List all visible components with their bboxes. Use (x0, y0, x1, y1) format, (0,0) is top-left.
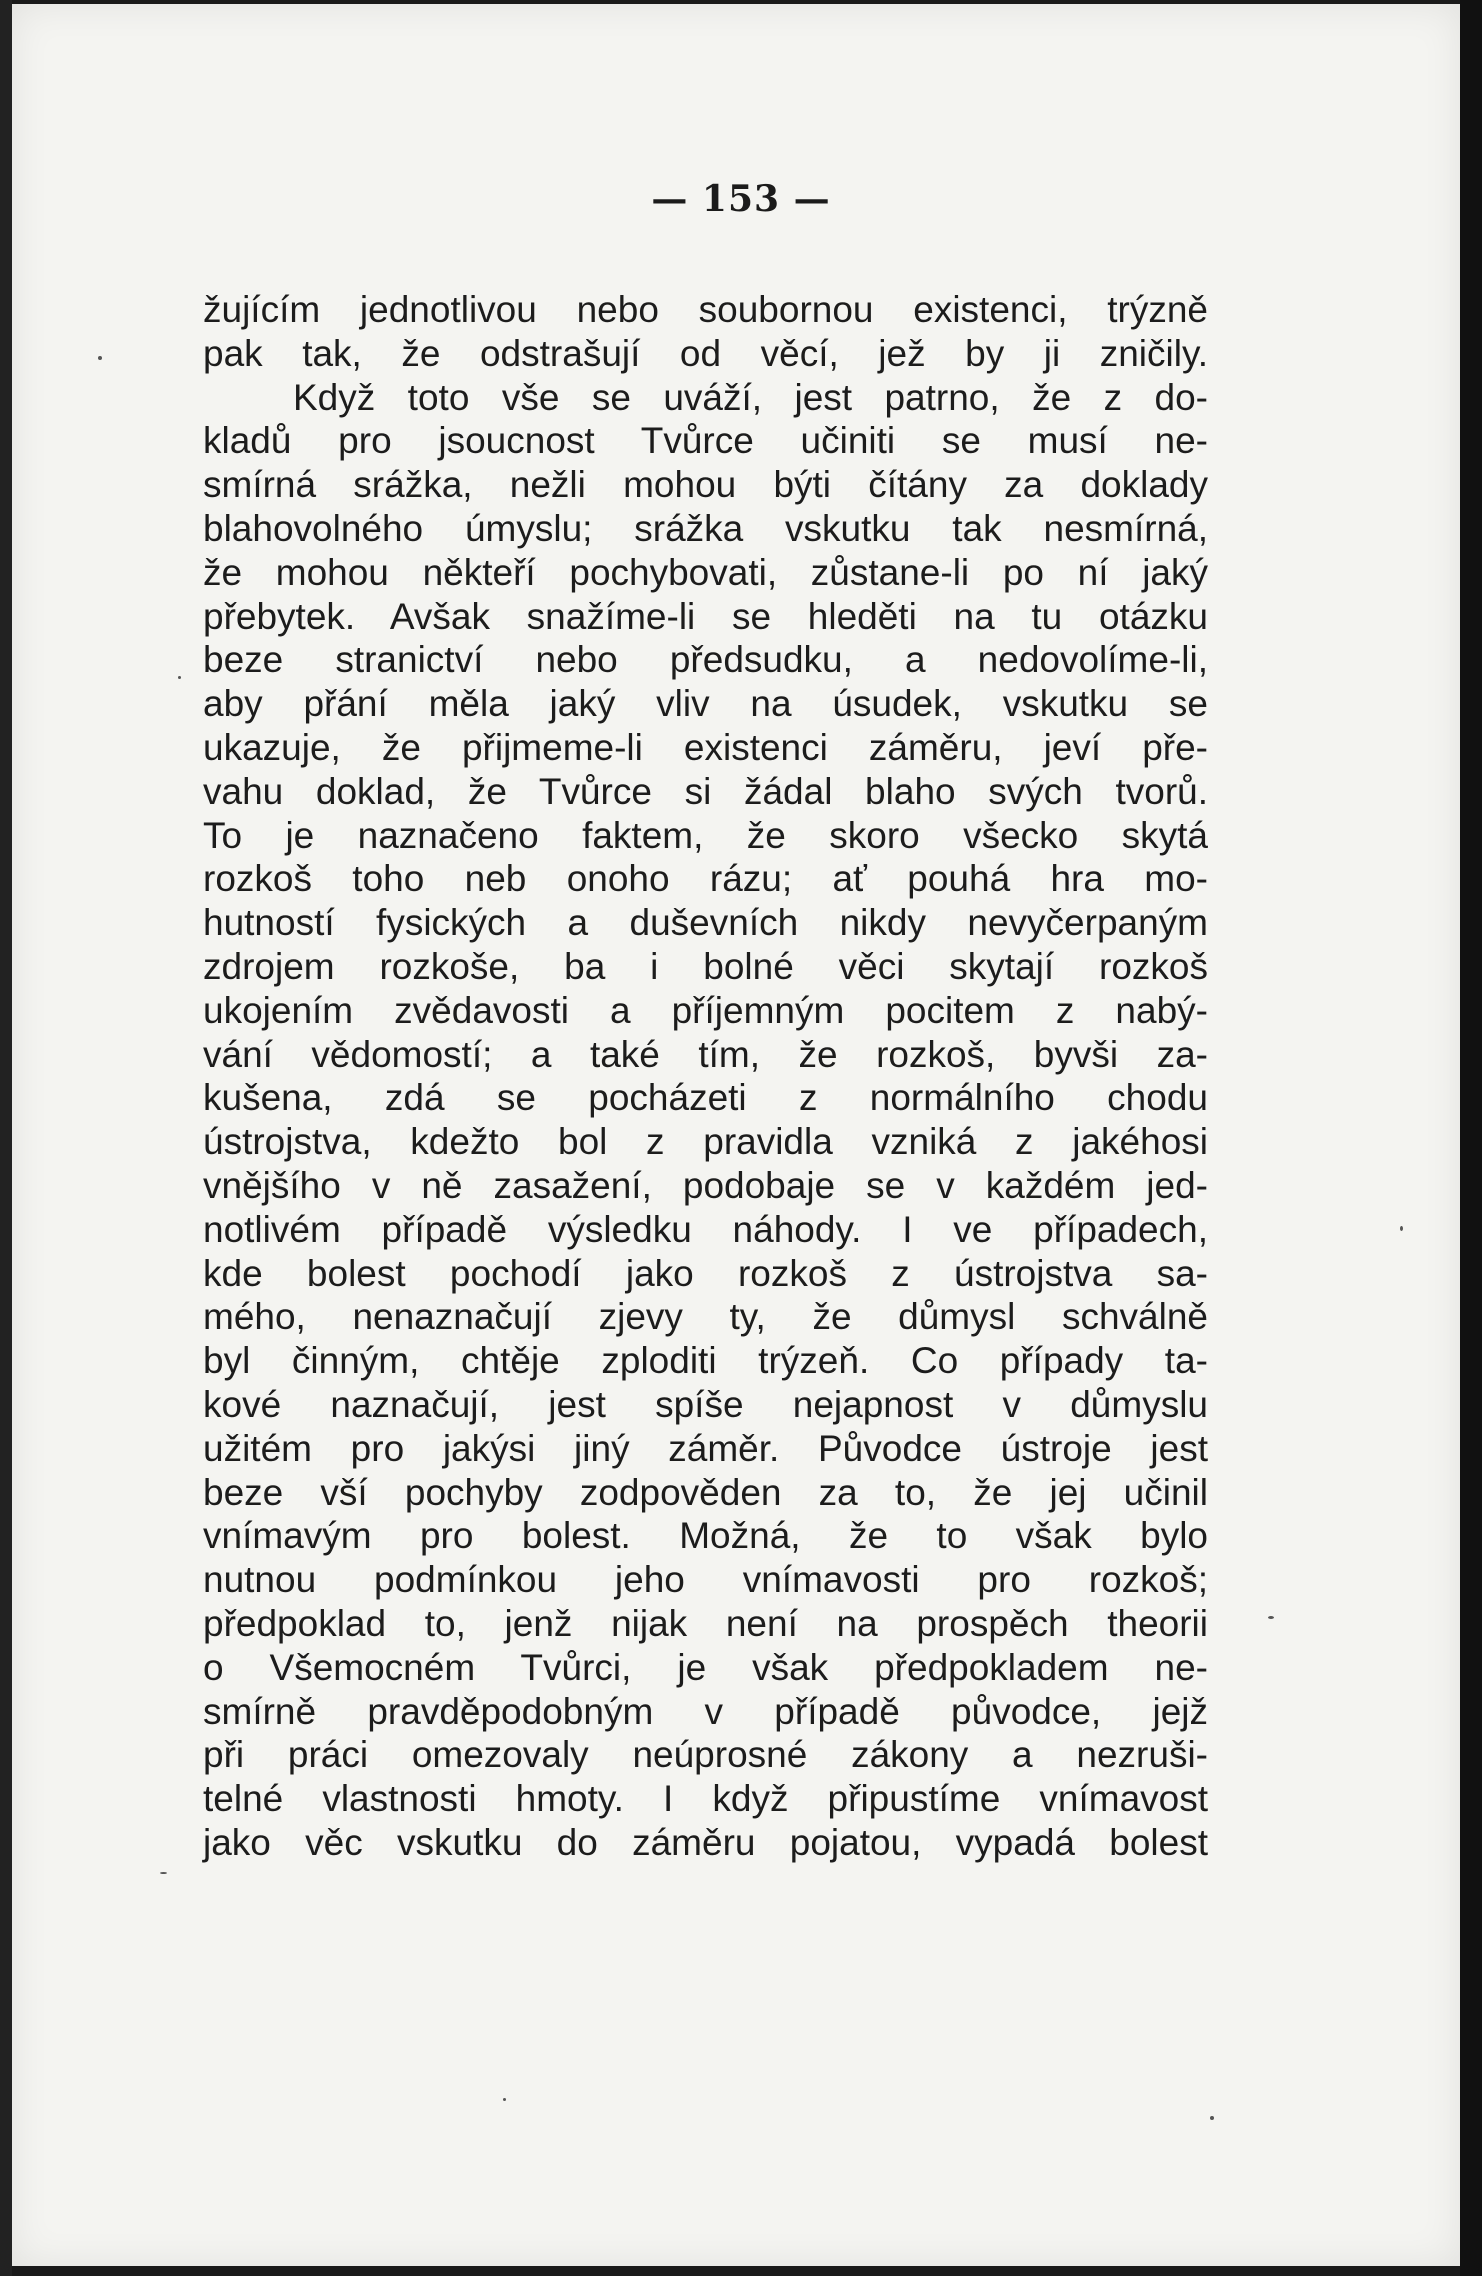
text-line: smírná srážka, nežli mohou býti čítány za doklady (203, 464, 1208, 506)
text-line: telné vlastnosti hmoty. I když připustíme vnímavost (203, 1778, 1208, 1820)
text-line: kušena, zdá se pocházeti z normálního chodu (203, 1077, 1208, 1119)
text-line: rozkoš toho neb onoho rázu; ať pouhá hra mo- (203, 858, 1208, 900)
text-line: aby přání měla jaký vliv na úsudek, vskutku se (203, 683, 1208, 725)
paper-speck (1268, 1616, 1274, 1619)
paper-speck (160, 1872, 167, 1874)
text-line: kladů pro jsoucnost Tvůrce učiniti se musí ne- (203, 420, 1208, 462)
text-line: vnímavým pro bolest. Možná, že to však bylo (203, 1515, 1208, 1557)
text-line: že mohou někteří pochybovati, zůstane-li po ní jaký (203, 551, 1208, 593)
text-line: žujícím jednotlivou nebo soubornou existenci, trýzně (203, 289, 1208, 330)
text-line: hutností fysických a duševních nikdy nevyčerpaným (203, 902, 1208, 944)
text-line: jako věc vskutku do záměru pojatou, vypadá bolest (203, 1821, 1208, 1863)
text-line: notlivém případě výsledku náhody. I ve případech, (203, 1208, 1208, 1250)
text-line: nutnou podmínkou jeho vnímavosti pro rozkoš; (203, 1559, 1208, 1601)
text-line: beze vší pochyby zodpověden za to, že jej učinil (203, 1471, 1208, 1513)
text-line: užitém pro jakýsi jiný záměr. Původce ústroje jest (203, 1427, 1208, 1469)
paper-speck (503, 2098, 506, 2101)
text-line: beze stranictví nebo předsudku, a nedovolíme-li, (203, 639, 1208, 681)
text-line: vání vědomostí; a také tím, že rozkoš, byvši za- (203, 1033, 1208, 1075)
text-line: kde bolest pochodí jako rozkoš z ústrojstva sa- (203, 1252, 1208, 1294)
text-line: pak tak, že odstrašují od věcí, jež by ji zničily. (203, 332, 1208, 374)
text-line: ukazuje, že přijmeme-li existenci záměru, jeví pře- (203, 726, 1208, 768)
paper-speck (178, 676, 181, 679)
paper-speck (1210, 2116, 1214, 2120)
text-line: byl činným, chtěje zploditi trýzeň. Co případy ta- (203, 1340, 1208, 1382)
text-line: při práci omezovaly neúprosné zákony a nezruši- (203, 1734, 1208, 1776)
body-text (203, 288, 1208, 1865)
paper-speck (1400, 1226, 1403, 1231)
text-line: Když toto vše se uváží, jest patrno, že z do- (293, 376, 1208, 418)
text-line: smírně pravděpodobným v případě původce, jejž (203, 1690, 1208, 1732)
paper-speck (98, 356, 102, 360)
text-line: ukojením zvědavosti a příjemným pocitem z nabý- (203, 989, 1208, 1031)
scan-left-edge (0, 0, 12, 2276)
page-number: — 153 — (651, 178, 831, 220)
text-line: předpoklad to, jenž nijak není na prospěch theorii (203, 1602, 1208, 1644)
text-line: To je naznačeno faktem, že skoro všecko skytá (203, 814, 1208, 856)
text-line: kové naznačují, jest spíše nejapnost v důmyslu (203, 1383, 1208, 1425)
text-line: přebytek. Avšak snažíme-li se hleděti na tu otázku (203, 595, 1208, 637)
text-line: vnějšího v ně zasažení, podobaje se v každém jed- (203, 1164, 1208, 1206)
text-line: vahu doklad, že Tvůrce si žádal blaho svých tvorů. (203, 770, 1208, 812)
text-line: blahovolného úmyslu; srážka vskutku tak nesmírná, (203, 507, 1208, 549)
text-line: ústrojstva, kdežto bol z pravidla vzniká z jakéhosi (203, 1121, 1208, 1163)
scan-right-edge (1460, 0, 1482, 2276)
text-line: mého, nenaznačují zjevy ty, že důmysl schválně (203, 1296, 1208, 1338)
text-line: zdrojem rozkoše, ba i bolné věci skytají rozkoš (203, 945, 1208, 987)
text-line: o Všemocném Tvůrci, je však předpokladem ne- (203, 1646, 1208, 1688)
